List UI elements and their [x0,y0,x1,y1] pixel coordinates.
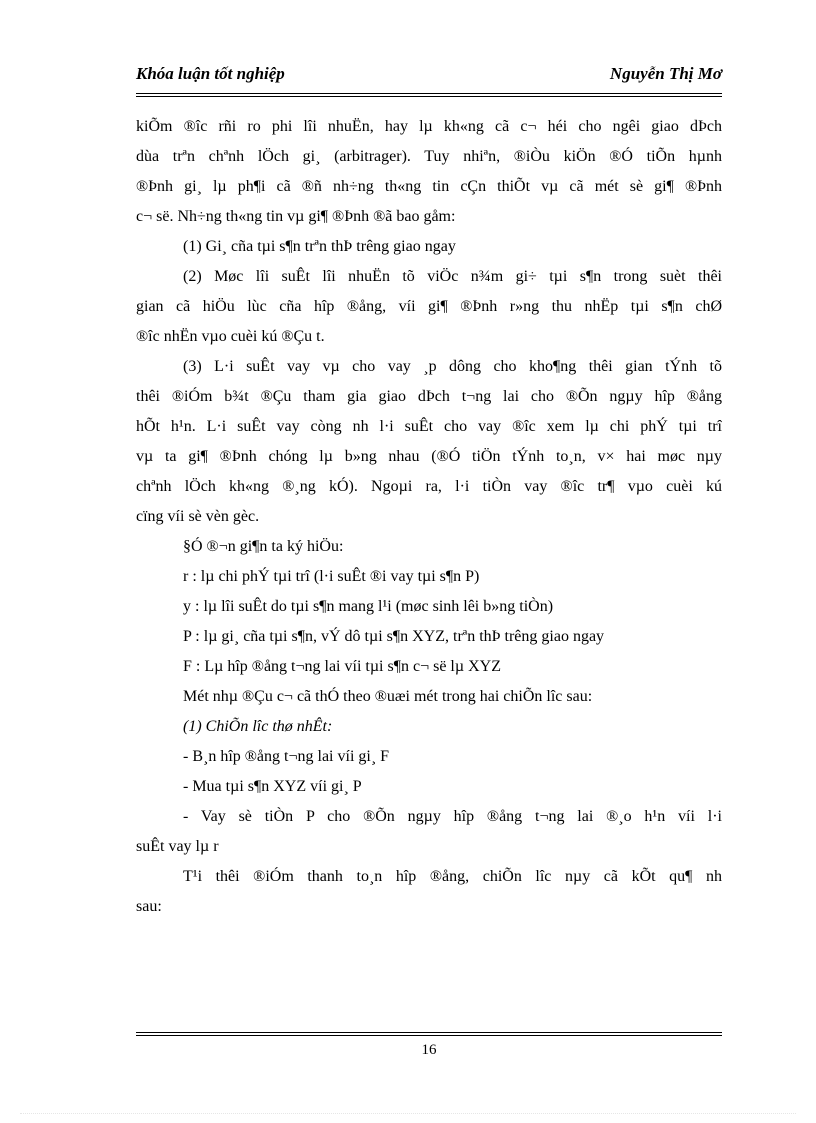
text-line: sau: [136,898,162,915]
text-line: Mét nhµ ®Çu c¬ cã thÓ theo ®uæi mét trong hai chiÕn lîc sau: [183,688,593,705]
text-line: vµ ta gi¶ ®Þnh chóng lµ b»ng nhau (®Ó tiÖn tÝnh to¸n, v× hai møc nµy [136,448,722,465]
text-line: - B¸n hîp ®ång t¬ng lai víi gi¸ F [183,748,390,765]
text-line: cïng víi sè vèn gèc. [136,508,260,525]
text-line: c¬ së. Nh÷ng th«ng tin vµ gi¶ ®Þnh ®ã bao gåm: [136,208,456,225]
text-line: gian cã hiÖu lùc cña hîp ®ång, víi gi¶ ®Þnh r»ng thu nhËp tµi s¶n chØ [136,298,722,315]
footer-double-rule [136,1032,722,1036]
text-line: §Ó ®¬n gi¶n ta ký hiÖu: [183,538,344,555]
header-author-name: Nguyễn Thị Mơ [609,64,722,83]
text-line: (1) Gi¸ cña tµi s¶n trªn thÞ trêng giao ngay [183,238,456,255]
page-header [136,64,722,90]
text-line: (2) Møc lîi suÊt lîi nhuËn tõ viÖc n¾m gi÷ tµi s¶n trong suèt thêi [183,268,722,285]
text-line: chªnh lÖch kh«ng ®¸ng kÓ). Ngoµi ra, l·i tiÒn vay ®îc tr¶ vµo cuèi kú [136,478,722,495]
text-line: ®Þnh gi¸ lµ ph¶i cã ®ñ nh÷ng th«ng tin cÇn thiÕt vµ cã mét sè gi¶ ®Þnh [136,178,722,195]
header-thesis-title: Khóa luận tốt nghiệp [136,64,285,83]
text-line: - Vay sè tiÒn P cho ®Õn ngµy hîp ®ång t¬ng lai ®¸o h¹n víi l·i [183,808,722,825]
text-line: F : Lµ hîp ®ång t¬ng lai víi tµi s¶n c¬ së lµ XYZ [183,658,501,675]
text-line: ®îc nhËn vµo cuèi kú ®Çu t. [136,328,325,345]
text-line: r : lµ chi phÝ tµi trî (l·i suÊt ®i vay tµi s¶n P) [183,568,480,585]
header-double-rule [136,93,722,97]
text-line: P : lµ gi¸ cña tµi s¶n, vÝ dô tµi s¶n XYZ, trªn thÞ trêng giao ngay [183,628,605,645]
text-line: hÕt h¹n. L·i suÊt vay còng nh l·i suÊt cho vay ®îc xem lµ chi phÝ tµi trî [136,418,722,435]
text-line: kiÕm ®îc rñi ro phi lîi nhuËn, hay lµ kh«ng cã c¬ héi cho ngêi giao dÞch [136,118,722,135]
page-edge-divider [20,1113,796,1114]
page-number: 16 [421,1042,437,1058]
text-line: (3) L·i suÊt vay vµ cho vay ¸p dông cho kho¶ng thêi gian tÝnh tõ [183,358,722,375]
text-line: y : lµ lîi suÊt do tµi s¶n mang l¹i (møc sinh lêi b»ng tiÒn) [183,598,554,615]
text-line: dùa trªn chªnh lÖch gi¸ (arbitrager). Tuy nhiªn, ®iÒu kiÖn ®Ó tiÕn hµnh [136,148,722,165]
text-line: thêi ®iÓm b¾t ®Çu tham gia giao dÞch t¬ng lai cho ®Õn ngµy hîp ®ång [136,388,722,405]
text-line: (1) ChiÕn lîc thø nhÊt: [183,718,333,735]
text-line: - Mua tµi s¶n XYZ víi gi¸ P [183,778,362,795]
body-text [136,112,722,922]
text-line: suÊt vay lµ r [136,838,219,855]
text-line: T¹i thêi ®iÓm thanh to¸n hîp ®ång, chiÕn lîc nµy cã kÕt qu¶ nh [183,868,722,885]
